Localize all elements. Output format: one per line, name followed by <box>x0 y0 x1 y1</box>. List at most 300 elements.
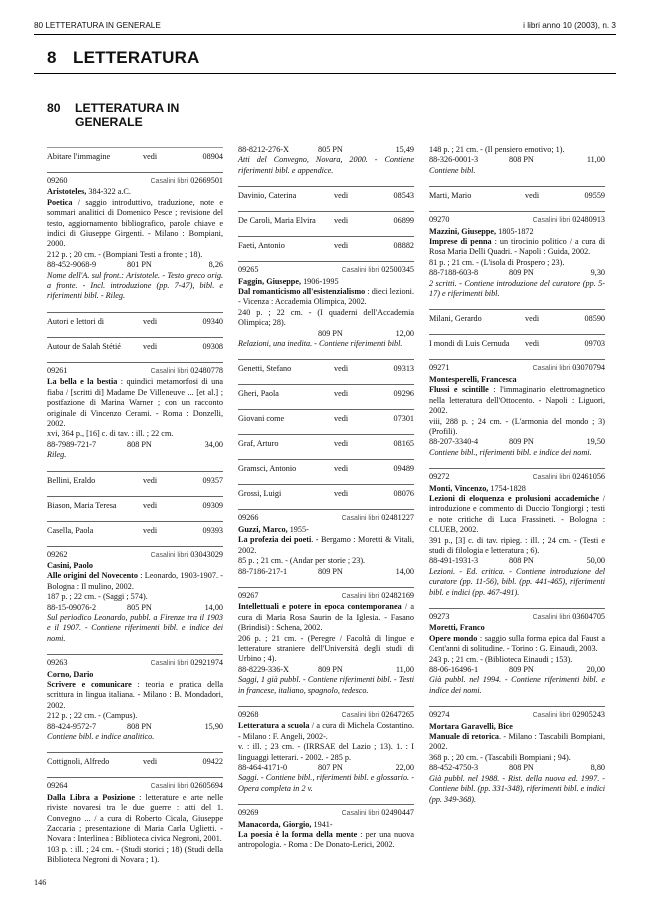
author-name: Mazzini, Giuseppe, <box>429 226 497 236</box>
catalog-entry <box>429 468 605 598</box>
entry-isbn-row <box>429 268 605 278</box>
catalog-entry <box>47 546 223 645</box>
entry-description <box>238 721 414 742</box>
entry-note: Atti del Convegno, Novara, 2000. - Contiene riferimenti bibl. e appendice. <box>238 155 414 175</box>
reference-name: Davinio, Caterina <box>238 191 297 201</box>
supplier-label: Casalini libri <box>341 810 380 818</box>
entry-note: Contiene bibl. e indice analitico. <box>47 732 155 742</box>
classification: 809 PN <box>509 665 534 675</box>
entry-author <box>238 277 414 287</box>
reference-see: vedi <box>334 216 349 226</box>
reference-code: 08165 <box>393 439 414 449</box>
isbn: 88-7989-721-7 <box>47 439 97 449</box>
isbn: 88-207-3340-4 <box>429 437 479 447</box>
entry-header <box>47 781 223 792</box>
supplier-label: Casalini libri <box>150 178 189 185</box>
catalog-entry <box>47 654 223 742</box>
cross-reference <box>238 211 414 226</box>
reference-name: Biason, Maria Teresa <box>47 500 117 510</box>
supplier-code: 02669501 <box>190 176 223 185</box>
isbn: 88-452-4750-3 <box>429 763 479 773</box>
entry-number: 09269 <box>238 808 259 818</box>
reference-name: De Caroli, Maria Elvira <box>238 216 316 226</box>
reference-name: Autori e lettori di <box>47 316 105 326</box>
entry-note: Già pubbl. nel 1988. - Rist. della nuova ed. 1997. - Contiene bibl. (pp. 331-348), riferimenti bibl. e indici (pp. 349-368). <box>429 773 605 804</box>
entry-number: 09266 <box>238 513 259 523</box>
cross-reference <box>238 236 414 251</box>
entry-supplier <box>342 808 414 819</box>
isbn: 88-491-1931-3 <box>429 556 479 566</box>
reference-see: vedi <box>334 241 349 251</box>
catalog-entry <box>429 608 605 696</box>
entry-header <box>47 658 223 669</box>
entry-author <box>429 722 605 732</box>
supplier-label: Casalini libri <box>341 515 380 523</box>
reference-see: vedi <box>334 414 349 424</box>
reference-code: 09313 <box>393 364 414 374</box>
entry-isbn-row <box>238 763 414 773</box>
entry-physical: viii, 288 p. ; 24 cm. - (L'armonia del mondo ; 3) (Profili). <box>429 416 605 436</box>
entry-title: Alle origini del Novecento <box>47 571 138 581</box>
isbn: 88-7186-217-1 <box>238 566 288 576</box>
supplier-label: Casalini libri <box>150 551 189 559</box>
price: 19,50 <box>586 437 605 447</box>
entry-isbn-row <box>47 440 223 450</box>
reference-see: vedi <box>525 191 540 201</box>
price: 14,00 <box>395 566 414 576</box>
reference-code: 08543 <box>393 191 414 201</box>
classification: 805 PN <box>318 145 343 154</box>
reference-see: vedi <box>143 316 158 326</box>
cross-reference <box>238 434 414 449</box>
entry-header <box>47 176 223 187</box>
entry-author <box>47 670 223 680</box>
supplier-code: 02482169 <box>381 590 414 600</box>
entry-imprint: : saggio sulla forma epica dal Faust a Cent'anni di solitudine. - Torino : G. Einaudi, 2003. <box>429 633 605 654</box>
entry-description <box>47 793 223 845</box>
chapter-heading <box>47 48 200 68</box>
isbn: 88-424-9572-7 <box>47 721 97 731</box>
reference-see: vedi <box>143 475 158 485</box>
entry-physical: 212 p. ; 20 cm. - (Bompiani Testi a fronte ; 18). <box>47 249 203 259</box>
entry-title: La profezia dei poeti <box>238 535 312 545</box>
entry-title: Opere mondo <box>429 633 478 643</box>
entry-note: Rileg. <box>47 450 67 460</box>
entry-physical: 85 p. ; 21 cm. - (Andar per storie ; 23). <box>238 556 366 566</box>
column-1 <box>47 147 223 876</box>
entry-header <box>238 710 414 721</box>
entry-physical: 187 p. ; 22 cm. - (Saggi ; 574). <box>47 592 148 602</box>
price: 11,00 <box>586 155 605 165</box>
reference-code: 09296 <box>393 389 414 399</box>
reference-see: vedi <box>143 341 158 351</box>
supplier-label: Casalini libri <box>532 217 571 225</box>
entry-isbn-row <box>429 437 605 447</box>
isbn: 88-452-9068-9 <box>47 260 97 270</box>
chapter-divider <box>34 73 616 74</box>
entry-number: 09261 <box>47 365 68 375</box>
entry-supplier <box>342 710 414 721</box>
entry-note: Già pubbl. nel 1994. - Contiene riferimenti bibl. e indice dei nomi. <box>429 675 605 695</box>
classification: 808 PN <box>509 763 534 773</box>
entry-title: Scrivere e comunicare <box>47 680 132 689</box>
supplier-label: Casalini libri <box>532 712 571 720</box>
supplier-code: 02500345 <box>381 265 414 275</box>
catalog-entry <box>238 587 414 696</box>
supplier-code: 03604705 <box>572 612 605 621</box>
supplier-code: 02480913 <box>572 215 605 225</box>
entry-description <box>47 680 223 711</box>
reference-see: vedi <box>525 314 540 324</box>
entry-author <box>429 623 605 633</box>
author-name: Montesperelli, Francesca <box>429 374 517 384</box>
entry-header <box>47 366 223 377</box>
reference-code: 09703 <box>584 339 605 349</box>
supplier-label: Casalini libri <box>150 660 189 668</box>
entry-supplier <box>151 176 223 187</box>
price: 22,00 <box>395 763 414 772</box>
author-dates: 1941- <box>311 819 333 829</box>
entry-isbn-row <box>238 567 414 577</box>
entry-header <box>429 612 605 623</box>
price: 15,49 <box>395 145 414 154</box>
entry-continuation <box>429 145 605 176</box>
author-name: Corno, Dario <box>47 669 94 679</box>
entry-imprint: : letterature e arte nelle riviste novaresi tra le due guerre : atti del 1. Convegno ... / a cura di Roberto Cicala, Giuseppe Zaccaria ; presentazione di Maria Carla Uglietti. - Novara : Interlinea : Biblioteca civica Negroni, 2001. <box>47 792 223 844</box>
reference-name: Autour de Salah Stétié <box>47 341 121 351</box>
price: 50,00 <box>586 556 605 566</box>
catalog-entry <box>238 261 414 349</box>
reference-name: Graf, Arturo <box>238 439 279 449</box>
reference-code: 09309 <box>202 500 223 510</box>
cross-reference <box>47 337 223 352</box>
entry-supplier <box>533 215 605 226</box>
supplier-label: Casalini libri <box>341 267 380 275</box>
entry-imprint: / a cura di Maria Rosa Saurin de la Iglesia. - Fasano (Brindisi) : Schena, 2002. <box>238 602 414 633</box>
price: 12,00 <box>395 328 414 338</box>
cross-reference <box>47 312 223 327</box>
reference-name: Abitare l'immagine <box>47 152 111 161</box>
entry-supplier <box>151 366 223 377</box>
author-name: Mortara Garavelli, Bice <box>429 721 513 731</box>
entry-number: 09272 <box>429 472 450 482</box>
entry-title: Imprese di penna <box>429 237 492 247</box>
supplier-label: Casalini libri <box>532 365 571 373</box>
entry-number: 09271 <box>429 363 450 373</box>
price: 20,00 <box>586 665 605 675</box>
entry-supplier <box>533 612 605 623</box>
supplier-code: 02647265 <box>381 709 414 719</box>
catalog-entry <box>238 804 414 851</box>
author-dates: 384-322 a.C. <box>86 187 131 197</box>
entry-title: La poesia è la forma della mente <box>238 830 358 840</box>
entry-title: Dal romanticismo all'esistenzialismo <box>238 287 366 297</box>
entry-description <box>429 237 605 258</box>
entry-number: 09267 <box>238 590 259 600</box>
entry-supplier <box>533 472 605 483</box>
cross-reference <box>238 186 414 201</box>
reference-code: 09489 <box>393 464 414 474</box>
reference-code: 09559 <box>584 191 605 201</box>
entry-note: Sul periodico Leonardo, pubbl. a Firenze tra il 1903 e il 1907. - Contiene riferimenti bibl. e indice dei nomi. <box>47 612 223 643</box>
entry-note: Relazioni, una inedita. - Contiene riferimenti bibl. <box>238 339 403 349</box>
supplier-code: 02490447 <box>381 808 414 818</box>
entry-author <box>429 375 605 385</box>
author-name: Aristoteles, <box>47 187 87 197</box>
isbn: 88-7188-603-8 <box>429 268 479 278</box>
entry-note: Nome dell'A. sul front.: Aristotele. - Testo greco orig. a fronte. - Incl. introduzione (pp. 7-47), bibl. e riferimenti bibl. - Rileg. <box>47 270 223 301</box>
entry-description <box>238 535 414 556</box>
isbn: 88-326-0001-3 <box>429 155 479 165</box>
entry-physical: 103 p. : ill. ; 24 cm. - (Studi storici ; 18) (Studi della Biblioteca Negroni di Novara ; 1). <box>47 844 223 865</box>
catalog-entry <box>47 362 223 461</box>
reference-name: Marti, Mario <box>429 191 472 201</box>
supplier-code: 03070794 <box>572 363 605 373</box>
author-name: Casini, Paolo <box>47 560 93 570</box>
price: 14,00 <box>204 602 223 612</box>
supplier-label: Casalini libri <box>150 783 189 791</box>
isbn: 88-464-4171-0 <box>238 763 288 772</box>
classification: 809 PN <box>318 328 343 338</box>
reference-see: vedi <box>525 339 540 349</box>
reference-see: vedi <box>334 489 349 499</box>
entry-imprint: : per una nuova antropologia. - Roma : De Donato-Lerici, 2002. <box>238 830 414 850</box>
reference-code: 09308 <box>202 341 223 351</box>
reference-code: 07301 <box>393 414 414 424</box>
entry-number: 09265 <box>238 265 259 275</box>
entry-imprint: : dieci lezioni. - Vicenza : Accademia Olimpica, 2002. <box>238 287 415 307</box>
supplier-label: Casalini libri <box>532 474 571 482</box>
classification: 809 PN <box>318 566 343 576</box>
entry-isbn-row <box>47 603 223 613</box>
entry-isbn-row <box>429 155 605 165</box>
chapter-title: LETTERATURA <box>73 48 200 67</box>
entry-author <box>238 525 414 535</box>
catalog-entry <box>238 509 414 576</box>
entry-description <box>429 634 605 655</box>
author-dates: 1955- <box>287 524 309 534</box>
entry-supplier <box>151 658 223 669</box>
entry-isbn-row <box>238 145 414 155</box>
author-name: Faggin, Giuseppe, <box>238 276 302 286</box>
entry-description <box>238 830 414 851</box>
entry-isbn-row <box>47 722 223 732</box>
supplier-code: 02480778 <box>190 365 223 375</box>
isbn: 88-8212-276-X <box>238 145 289 154</box>
cross-reference <box>429 186 605 201</box>
entry-physical: 391 p., [3] c. di tav. ripieg. : ill. ; 24 cm. - (Testi e studi di filologia e letteratura ; 6). <box>429 535 605 555</box>
entry-header <box>238 591 414 602</box>
entry-imprint: / saggio introduttivo, traduzione, note e sommari analitici di Domenico Pesce ; revisione del testo, aggiornamento bibliografico, parole chiave e indici di Giuseppe Girgenti. - Milano : Bompiani, 2000. <box>47 197 223 249</box>
cross-reference <box>429 309 605 324</box>
page-number: 146 <box>34 878 47 887</box>
entry-number: 09260 <box>47 176 68 185</box>
catalog-entry <box>47 172 223 302</box>
entry-supplier <box>342 591 414 602</box>
cross-reference <box>47 496 223 511</box>
supplier-label: Casalini libri <box>341 711 380 719</box>
section-heading <box>47 101 227 129</box>
author-name: Monti, Vincenzo, <box>429 483 489 493</box>
reference-name: I mondi di Luis Cernuda <box>429 339 510 349</box>
entry-author <box>47 561 223 571</box>
reference-name: Cottignoli, Alfredo <box>47 757 110 767</box>
isbn <box>238 329 318 339</box>
entry-note: Contiene bibl. <box>429 165 476 175</box>
reference-name: Gheri, Paola <box>238 389 279 399</box>
entry-isbn-row <box>429 556 605 566</box>
reference-see: vedi <box>334 364 349 374</box>
price: 8,26 <box>208 260 223 270</box>
entry-title: Dalla Libra a Posizione <box>47 792 135 802</box>
entry-note: Saggi. - Contiene bibl., riferimenti bibl. e glossario. - Opera completa in 2 v. <box>238 773 414 793</box>
supplier-code: 02461056 <box>572 472 605 482</box>
reference-code: 09340 <box>202 316 223 326</box>
reference-name: Milani, Gerardo <box>429 314 482 324</box>
cross-reference <box>238 484 414 499</box>
classification: 809 PN <box>318 664 343 674</box>
author-name: Guzzi, Marco, <box>238 524 288 534</box>
entry-header <box>429 363 605 374</box>
entry-imprint: : un tirocinio politico / a cura di Rosa Maria Delli Quadri. - Napoli : Guida, 2002. <box>429 237 605 257</box>
reference-code: 08590 <box>584 314 605 324</box>
entry-title: Intellettuali e potere in epoca contemporanea <box>238 602 402 612</box>
entry-physical: 81 p. ; 21 cm. - (L'isola di Prospero ; 23). <box>429 257 565 267</box>
supplier-code: 03043029 <box>190 549 223 559</box>
entry-physical: 243 p. ; 21 cm. - (Biblioteca Einaudi ; 153). <box>429 654 573 664</box>
entry-header <box>429 710 605 721</box>
entry-description <box>429 385 605 416</box>
entry-note: Saggi, 1 già pubbl. - Contiene riferimenti bibl. - Testi in francese, italiano, spagnolo, tedesco. <box>238 675 414 695</box>
reference-see: vedi <box>334 389 349 399</box>
price: 11,00 <box>395 664 414 674</box>
entry-imprint: : Leonardo, 1903-1907. - Bologna : Il mulino, 2002. <box>47 571 223 591</box>
entry-header <box>238 513 414 524</box>
reference-name: Faeti, Antonio <box>238 241 285 251</box>
entry-physical: 368 p. ; 20 cm. - (Tascabili Bompiani ; 94). <box>429 752 571 762</box>
reference-code: 09357 <box>202 475 223 485</box>
header-divider <box>34 34 616 35</box>
entry-isbn-row <box>238 665 414 675</box>
entry-physical: v. : ill. ; 23 cm. - (IRRSAE del Lazio ; 13). 1. : I linguaggi letterari. - 2002. - 285 p. <box>238 742 414 762</box>
reference-name: Grossi, Luigi <box>238 489 282 499</box>
entry-author <box>429 227 605 237</box>
entry-header <box>429 472 605 483</box>
entry-description <box>429 494 605 536</box>
entry-note: Lezioni. - Ed. critica. - Contiene introduzione del curatore (pp. 11-56), bibl. (pp. 441-465), riferimenti bibl. e indici (pp. 467-491). <box>429 566 605 597</box>
cross-reference <box>47 471 223 486</box>
entry-number: 09273 <box>429 612 450 621</box>
entry-supplier <box>151 781 223 792</box>
entry-title: Flussi e scintille <box>429 385 489 395</box>
entry-title: Manuale di retorica <box>429 732 500 742</box>
entry-physical: 148 p. ; 21 cm. - (Il pensiero emotivo; 1). <box>429 145 565 154</box>
entry-number: 09274 <box>429 710 450 720</box>
classification: 807 PN <box>318 763 343 772</box>
reference-see: vedi <box>334 191 349 201</box>
cross-reference <box>429 334 605 349</box>
reference-see: vedi <box>143 525 158 535</box>
supplier-code: 02605694 <box>190 781 223 791</box>
section-number: 80 <box>47 101 61 115</box>
supplier-label: Casalini libri <box>150 367 189 375</box>
reference-see: vedi <box>143 152 158 161</box>
reference-code: 09393 <box>202 525 223 535</box>
cross-reference <box>238 409 414 424</box>
entry-author <box>429 484 605 494</box>
reference-see: vedi <box>334 464 349 474</box>
entry-physical: xvi, 364 p., [16] c. di tav. : ill. ; 22 cm. <box>47 429 174 439</box>
catalog-entry <box>238 706 414 794</box>
reference-see: vedi <box>334 439 349 449</box>
catalog-entry <box>47 777 223 865</box>
entry-description <box>47 571 223 592</box>
author-name: Manacorda, Giorgio, <box>238 819 312 829</box>
reference-code: 08904 <box>202 152 223 161</box>
reference-see: vedi <box>143 757 158 767</box>
author-dates: 1754-1828 <box>488 483 526 493</box>
reference-code: 08076 <box>393 489 414 499</box>
entry-author <box>47 187 223 197</box>
entry-number: 09264 <box>47 781 68 791</box>
entry-description <box>47 198 223 250</box>
price: 8,80 <box>590 763 605 773</box>
entry-isbn-row <box>429 763 605 773</box>
isbn: 88-06-16496-1 <box>429 665 479 675</box>
classification: 808 PN <box>127 439 152 449</box>
entry-supplier <box>151 550 223 561</box>
entry-imprint: : teoria e pratica della scrittura in lingua italiana. - Milano : B. Mondadori, 2002. <box>47 680 223 710</box>
supplier-label: Casalini libri <box>532 614 571 621</box>
entry-header <box>238 808 414 819</box>
entry-supplier <box>342 513 414 524</box>
running-head-left: 80 LETTERATURA IN GENERALE <box>34 21 161 30</box>
supplier-label: Casalini libri <box>341 592 380 600</box>
entry-description <box>429 732 605 753</box>
entry-number: 09263 <box>47 658 68 668</box>
entry-isbn-row <box>429 665 605 675</box>
entry-physical: 212 p. ; 22 cm. - (Campus). <box>47 711 138 721</box>
reference-code: 09422 <box>202 757 223 767</box>
entry-note: 2 scritti. - Contiene introduzione del curatore (pp. 5-17) e riferimenti bibl. <box>429 278 605 299</box>
cross-reference <box>47 521 223 536</box>
reference-name: Bellini, Eraldo <box>47 475 96 485</box>
entry-header <box>429 215 605 226</box>
entry-isbn-row <box>238 329 414 339</box>
entry-number: 09270 <box>429 215 450 225</box>
entry-note: Contiene bibl., riferimenti bibl. e indice dei nomi. <box>429 447 592 457</box>
entry-description <box>238 602 414 633</box>
entry-isbn-row <box>47 260 223 270</box>
entry-imprint: . - Bergamo : Moretti & Vitali, 2002. <box>238 535 414 555</box>
reference-name: Gramsci, Antonio <box>238 464 297 474</box>
entry-header <box>238 265 414 276</box>
entry-title: La bella e la bestia <box>47 377 118 387</box>
entry-physical: 206 p. ; 21 cm. - (Peregre / Facoltà di lingue e letterature straniere dell'Università degli studi di Urbino ; 4). <box>238 633 414 664</box>
price: 34,00 <box>204 439 223 449</box>
supplier-code: 02481227 <box>381 513 414 523</box>
entry-title: Poetica <box>47 197 73 207</box>
entry-imprint: / introduzione e commento di Duccio Tongiorgi ; testi e note critiche di Luca Frassineti. - Bologna : CLUEB, 2002. <box>429 493 605 535</box>
reference-name: Giovani come <box>238 414 285 424</box>
entry-description <box>47 377 223 429</box>
entry-header <box>47 550 223 561</box>
classification: 809 PN <box>509 268 534 278</box>
entry-number: 09268 <box>238 709 259 719</box>
catalog-entry <box>429 706 605 805</box>
author-dates: 1805-1872 <box>496 226 534 236</box>
entry-supplier <box>342 265 414 276</box>
